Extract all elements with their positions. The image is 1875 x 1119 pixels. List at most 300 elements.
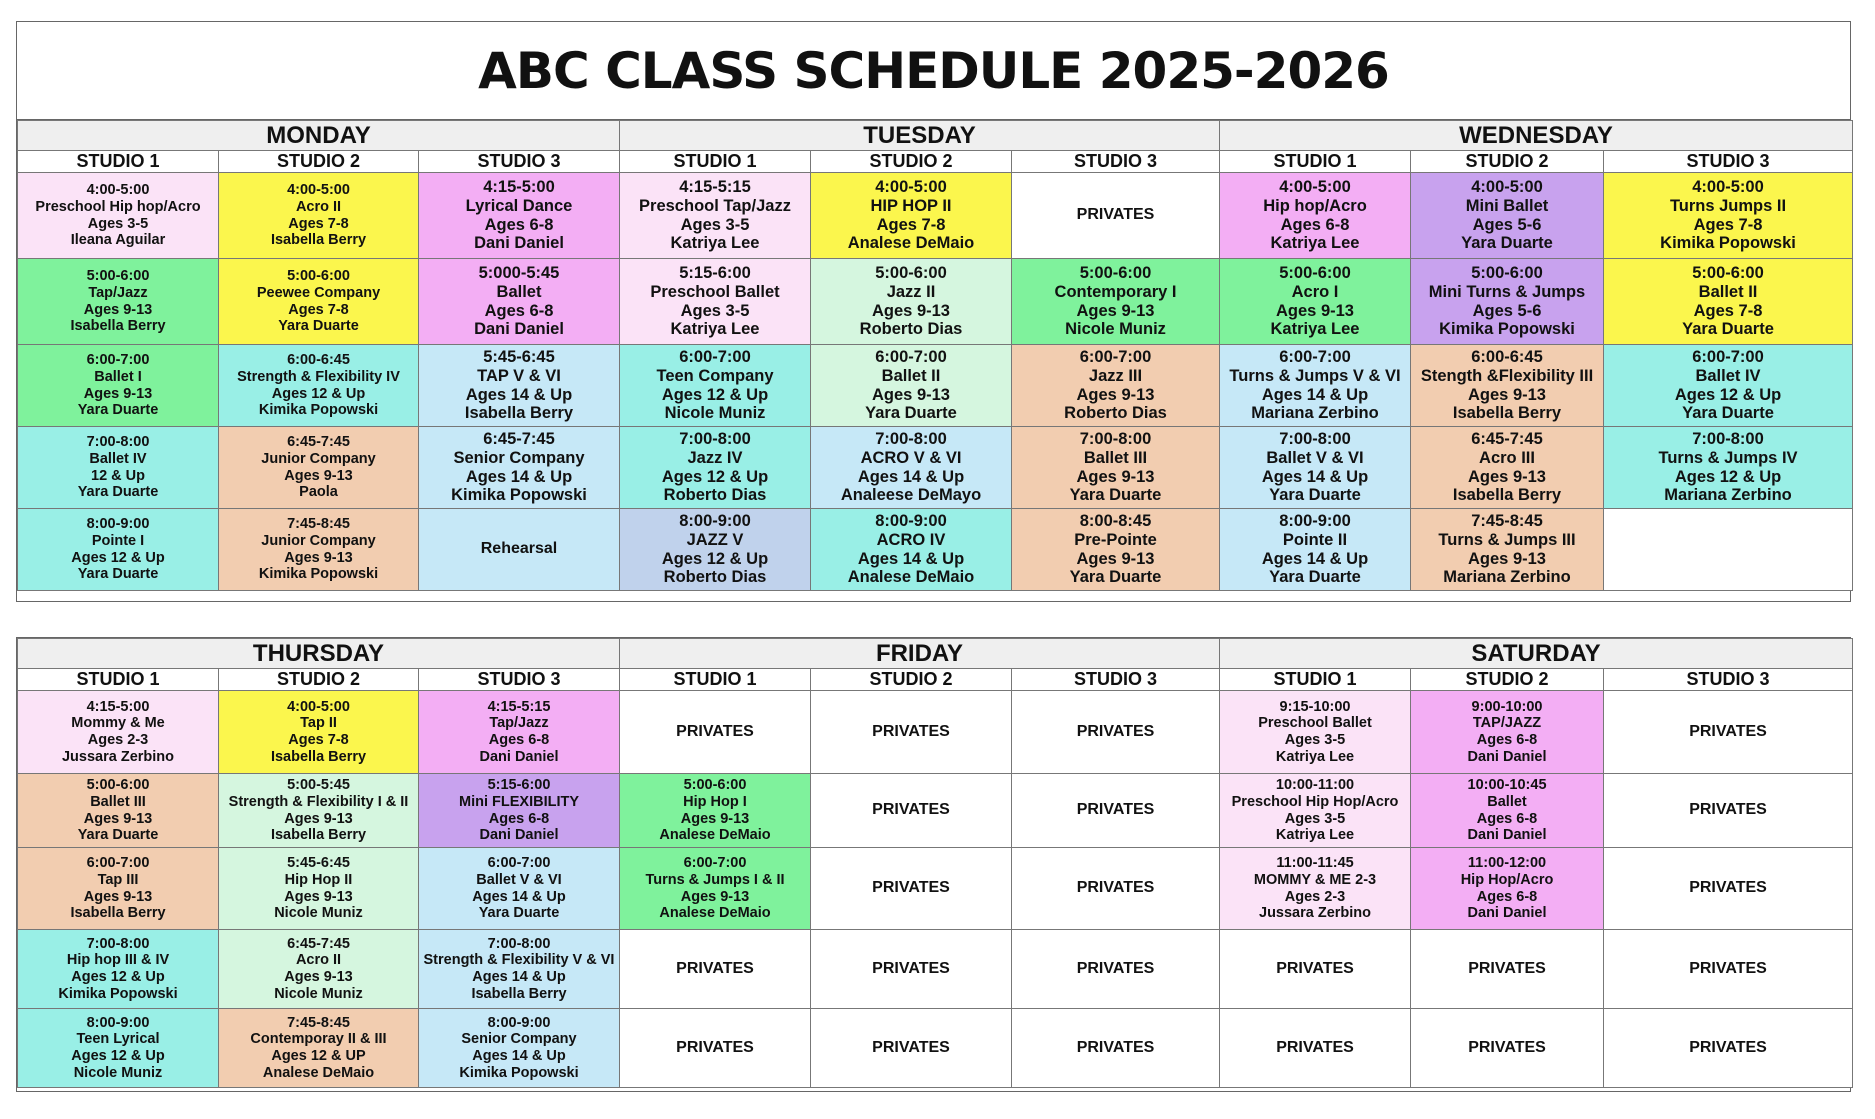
class-time: 6:00-7:00 [1279,347,1351,366]
schedule-cell-privates [1012,173,1220,259]
class-instructor: Yara Duarte [1069,568,1162,587]
class-ages: Ages 14 & Up [1261,467,1369,486]
class-ages: Ages 9-13 [284,467,353,484]
schedule-cell-privates [620,1009,811,1088]
class-instructor: Nicole Muniz [274,985,363,1002]
class-instructor: Kimika Popowski [451,486,587,505]
class-time: 5:00-6:00 [287,268,350,285]
schedule-cell-privates [620,691,811,774]
schedule-cell-privates [811,691,1012,774]
class-name: Acro III [1479,448,1535,467]
class-cell [620,509,811,591]
class-ages: Ages 9-13 [1468,385,1546,404]
class-ages: Ages 9-13 [83,385,153,402]
class-instructor: Kimika Popowski [258,566,379,583]
class-cell [811,345,1012,427]
class-instructor: Kimika Popowski [1439,320,1575,339]
class-cell [419,427,620,509]
studio-header: STUDIO 2 [811,151,1012,173]
class-ages: Ages 9-13 [872,301,950,320]
class-name: Junior Company [261,532,376,549]
studio-header: STUDIO 2 [219,669,419,691]
class-ages: Ages 9-13 [1076,385,1155,404]
class-name: TAP/JAZZ [1472,715,1542,732]
class-instructor: Dani Daniel [1467,748,1547,765]
class-instructor: Isabella Berry [270,827,367,844]
schedule-cell-privates [1220,930,1411,1009]
class-time: 4:15-5:15 [487,698,551,715]
class-cell [811,509,1012,591]
class-ages: Ages 14 & Up [1261,549,1369,568]
class-name: Junior Company [261,450,376,467]
class-time: 11:00-11:45 [1276,855,1354,872]
class-ages: Ages 3-5 [680,301,750,320]
class-instructor: Ileana Aguilar [70,232,166,249]
class-time: 4:15-5:00 [483,177,555,196]
class-time: 5:45-6:45 [483,347,555,366]
class-instructor: Dani Daniel [1467,905,1547,922]
class-cell [419,691,620,774]
class-time: 4:00-5:00 [875,177,947,196]
class-name: Hip Hop II [284,871,353,888]
class-instructor: Yara Duarte [1682,404,1774,423]
class-name: Turns & Jumps III [1438,530,1576,549]
class-time: PRIVATES [1689,722,1767,740]
class-ages: Ages 9-13 [872,385,950,404]
class-cell [419,345,620,427]
class-ages: Ages 12 & Up [1674,467,1782,486]
class-ages: Ages 9-13 [1276,301,1354,320]
class-ages: Ages 12 & Up [661,549,769,568]
schedule-cell-privates [1012,691,1220,774]
schedule-cell-privates [419,509,620,591]
class-ages: Ages 6-8 [488,810,550,827]
class-time: 8:00-9:00 [1279,511,1351,530]
class-ages: Ages 12 & Up [71,549,165,566]
class-ages: Ages 6-8 [1476,732,1538,748]
class-instructor: Nicole Muniz [664,404,766,423]
class-name: Hip Hop I [683,793,747,810]
class-name: Teen Lyrical [76,1031,160,1048]
class-ages: Ages 9-13 [1076,467,1155,486]
class-instructor: Yara Duarte [478,905,560,922]
class-cell [1220,848,1411,930]
class-name: Preschool Ballet [1258,715,1372,732]
studio-header: STUDIO 1 [18,151,219,173]
class-instructor: Isabella Berry [471,985,567,1002]
schedule-row [18,691,1853,774]
class-time: 5:00-6:00 [875,263,947,282]
class-ages: Ages 9-13 [284,549,353,566]
class-cell [219,259,419,345]
class-ages: Ages 14 & Up [1261,385,1369,404]
class-time: PRIVATES [1689,1038,1767,1056]
class-name: Pointe I [91,532,145,549]
schedule-cell-privates [1012,930,1220,1009]
class-instructor: Yara Duarte [1069,486,1162,505]
class-cell [1411,509,1604,591]
class-ages: Ages 9-13 [284,888,353,905]
class-time: 7:45-8:45 [287,516,350,533]
class-cell [18,509,219,591]
class-cell [811,259,1012,345]
class-ages: 12 & Up [91,467,145,484]
class-time: 5:00-6:00 [1471,263,1543,282]
class-time: 5:00-5:45 [287,777,350,794]
class-cell [1220,345,1411,427]
class-cell [219,691,419,774]
class-name: Pre-Pointe [1074,530,1157,549]
class-ages: Ages 9-13 [284,810,353,827]
class-name: Ballet II [881,366,941,385]
studio-header: STUDIO 3 [1012,669,1220,691]
class-name: Tap/Jazz [88,284,148,301]
class-time: 5:45-6:45 [287,855,350,872]
class-ages: Ages 12 & Up [1674,385,1782,404]
class-cell [18,345,219,427]
class-time: 7:45-8:45 [1471,511,1543,530]
class-instructor: Jussara Zerbino [1259,905,1372,922]
class-time: 5:00-6:00 [86,268,150,285]
class-cell [1411,848,1604,930]
schedule-row [18,509,1853,591]
class-ages: Ages 6-8 [484,301,554,320]
class-instructor: Katriya Lee [1275,827,1355,844]
class-instructor: Jussara Zerbino [61,748,174,765]
studio-header: STUDIO 2 [811,669,1012,691]
class-time: 8:00-9:00 [679,511,751,530]
class-cell [419,1009,620,1088]
class-ages: Ages 9-13 [1468,549,1546,568]
studio-header: STUDIO 1 [620,669,811,691]
class-cell [620,259,811,345]
class-time: 9:00-10:00 [1471,698,1543,715]
class-time: 7:00-8:00 [86,935,150,952]
class-instructor: Yara Duarte [77,484,159,501]
schedule-row [18,427,1853,509]
class-name: Strength & Flexibility IV [237,368,400,385]
class-name: Hip hop/Acro [1263,196,1367,215]
class-ages: Ages 9-13 [1468,467,1546,486]
class-cell [419,173,620,259]
class-time: PRIVATES [872,1038,950,1056]
class-time: PRIVATES [872,879,950,897]
class-time: PRIVATES [1689,959,1767,977]
class-time: 5:00-6:00 [86,777,150,794]
schedule-row [18,848,1853,930]
class-cell [620,774,811,848]
schedule-cell-privates [1012,1009,1220,1088]
class-instructor: Isabella Berry [464,404,574,423]
class-time: PRIVATES [872,959,950,977]
class-instructor: Kimika Popowski [1660,234,1796,253]
class-time: PRIVATES [1468,959,1546,977]
class-time: PRIVATES [676,1038,754,1056]
class-cell [419,930,620,1009]
class-cell [219,1009,419,1088]
schedule-table-mon-wed [17,120,1853,591]
class-instructor: Analese DeMaio [262,1064,375,1081]
class-time: 8:00-8:45 [1079,511,1152,530]
class-name: Ballet IV [1695,366,1761,385]
class-name: Strength & Flexibility I & II [228,793,409,810]
class-ages: Ages 14 & Up [472,888,566,905]
studio-header: STUDIO 2 [219,151,419,173]
class-instructor: Dani Daniel [1467,827,1547,844]
class-cell [1012,509,1220,591]
class-time: 7:00-8:00 [86,434,150,451]
class-name: Contemporay II & III [250,1031,387,1048]
class-cell [219,345,419,427]
class-time: 8:00-9:00 [875,511,947,530]
class-time: 10:00-11:00 [1275,777,1355,794]
class-instructor: Yara Duarte [865,404,957,423]
day-header-saturday: SATURDAY [1220,639,1853,669]
class-time: 5:000-5:45 [478,263,560,282]
class-cell [18,691,219,774]
schedule-row [18,930,1853,1009]
class-ages: Ages 3-5 [87,215,149,232]
class-name: Ballet III [1083,448,1148,467]
class-instructor: Yara Duarte [77,566,159,583]
studio-header: STUDIO 3 [1012,151,1220,173]
class-name: Jazz IV [687,448,743,467]
class-name: Tap/Jazz [489,715,549,732]
day-header-wednesday: WEDNESDAY [1220,121,1853,151]
class-cell [219,427,419,509]
class-instructor: Yara Duarte [77,402,159,419]
class-name: Peewee Company [256,284,381,301]
schedule-row [18,1009,1853,1088]
class-time: 5:00-6:00 [1692,263,1764,282]
class-ages: Ages 3-5 [1284,732,1346,748]
class-name: Preschool Hip Hop/Acro [1231,793,1399,810]
schedule-cell-privates [811,848,1012,930]
class-name: Lyrical Dance [465,196,573,215]
class-instructor: Nicole Muniz [274,905,363,922]
class-cell [620,173,811,259]
empty-cell [1604,509,1853,591]
class-cell [620,427,811,509]
schedule-cell-privates [1604,930,1853,1009]
class-cell [620,345,811,427]
class-instructor: Katriya Lee [1275,748,1355,765]
class-cell [419,848,620,930]
class-ages: Ages 9-13 [284,969,353,985]
class-cell [811,427,1012,509]
class-ages: Ages 12 & Up [71,969,165,985]
studio-header: STUDIO 3 [419,669,620,691]
class-cell [1604,427,1853,509]
class-name: Preschool Tap/Jazz [639,196,791,215]
class-instructor: Isabella Berry [270,748,367,765]
class-instructor: Yara Duarte [278,318,359,335]
class-cell [1411,774,1604,848]
class-ages: Ages 5-6 [1472,215,1542,234]
class-name: Hip Hop/Acro [1460,871,1554,888]
class-instructor: Analese DeMaio [659,827,771,844]
class-name: Stength &Flexibility III [1420,366,1594,385]
class-name: Contemporary I [1054,282,1177,301]
class-name: Turns & Jumps IV [1658,448,1798,467]
class-instructor: Dani Daniel [479,748,559,765]
class-instructor: Roberto Dias [1064,404,1167,423]
class-name: Jazz II [886,282,936,301]
class-ages: Ages 7-8 [288,301,349,318]
schedule-cell-privates [1220,1009,1411,1088]
class-cell [1220,259,1411,345]
class-time: 7:00-8:00 [487,935,551,952]
class-instructor: Isabella Berry [70,905,166,922]
class-ages: Ages 12 & Up [271,385,366,402]
class-ages: Ages 9-13 [1076,549,1155,568]
class-name: HIP HOP II [870,196,952,215]
class-time: 4:00-5:00 [287,698,350,715]
class-time: 9:15-10:00 [1279,698,1351,715]
class-time: 6:00-7:00 [679,347,751,366]
class-instructor: Katriya Lee [670,234,760,253]
class-cell [18,774,219,848]
studio-header: STUDIO 2 [1411,669,1604,691]
class-time: PRIVATES [1689,879,1767,897]
class-cell [811,173,1012,259]
studio-header: STUDIO 1 [620,151,811,173]
schedule-cell-privates [811,1009,1012,1088]
class-cell [18,930,219,1009]
schedule-cell-privates [1604,848,1853,930]
class-instructor: Roberto Dias [663,486,767,505]
class-time: 7:00-8:00 [1279,429,1351,448]
class-ages: Ages 6-8 [1280,215,1350,234]
class-name: Ballet V & VI [476,871,562,888]
class-name: Ballet IV [89,450,147,467]
studio-header: STUDIO 3 [419,151,620,173]
class-name: Ballet II [1698,282,1758,301]
class-cell [419,259,620,345]
class-instructor: Yara Duarte [1682,320,1774,339]
schedule-top-block [16,21,1851,602]
page-title: ABC CLASS SCHEDULE 2025-2026 [17,22,1850,120]
class-time: 4:00-5:00 [1279,177,1351,196]
class-time: 4:00-5:00 [1471,177,1543,196]
class-cell [1604,345,1853,427]
studio-header: STUDIO 1 [1220,151,1411,173]
schedule-table-thu-sat [17,638,1853,1088]
class-cell [18,1009,219,1088]
class-instructor: Nicole Muniz [73,1064,163,1081]
class-time: 6:00-6:45 [1471,347,1543,366]
class-time: PRIVATES [1276,959,1354,977]
class-cell [219,509,419,591]
class-time: 7:00-8:00 [875,429,947,448]
class-time: 10:00-10:45 [1467,777,1547,794]
schedule-cell-privates [1411,930,1604,1009]
class-ages: Ages 12 & Up [661,467,769,486]
class-time: 7:00-8:00 [1692,429,1764,448]
schedule-cell-privates [811,774,1012,848]
class-time: 4:00-5:00 [287,182,350,199]
class-name: Mini Ballet [1465,196,1549,215]
class-name: Preschool Ballet [650,282,780,301]
class-instructor: Katriya Lee [1270,320,1360,339]
class-name: Turns Jumps II [1669,196,1787,215]
class-time: PRIVATES [1076,1038,1155,1056]
class-name: Senior Company [461,1031,577,1048]
class-ages: Ages 6-8 [484,215,554,234]
schedule-cell-privates [811,930,1012,1009]
class-cell [1411,691,1604,774]
class-instructor: Analese DeMaio [847,234,975,253]
class-cell [1012,427,1220,509]
schedule-row [18,173,1853,259]
class-time: 6:45-7:45 [287,434,350,451]
class-time: 6:45-7:45 [483,429,555,448]
class-time: 6:00-7:00 [86,352,150,369]
class-time: PRIVATES [1689,801,1767,819]
class-instructor: Yara Duarte [1269,486,1361,505]
class-name: Preschool Hip hop/Acro [35,198,201,215]
class-ages: Ages 12 & UP [271,1048,366,1064]
class-time: 6:00-7:00 [875,347,947,366]
class-time: 6:00-7:00 [86,855,150,872]
class-name: Acro I [1291,282,1339,301]
class-instructor: Analese DeMaio [847,568,975,587]
class-ages: Ages 5-6 [1472,301,1542,320]
class-ages: Ages 2-3 [87,732,149,748]
schedule-cell-privates [1012,848,1220,930]
class-name: ACRO IV [876,530,946,549]
class-instructor: Yara Duarte [1461,234,1553,253]
class-ages: Ages 14 & Up [472,1048,566,1064]
class-name: Ballet V & VI [1266,448,1364,467]
class-cell [1220,173,1411,259]
class-time: PRIVATES [1468,1038,1546,1056]
class-time: 6:00-7:00 [487,855,551,872]
class-instructor: Analese DeMaio [659,905,771,922]
day-header-thursday: THURSDAY [18,639,620,669]
class-time: PRIVATES [1076,959,1155,977]
class-time: 4:15-5:15 [679,177,751,196]
class-ages: Ages 6-8 [488,732,550,748]
schedule-row [18,259,1853,345]
class-instructor: Dani Daniel [479,827,559,844]
studio-header: STUDIO 1 [1220,669,1411,691]
class-time: 5:00-6:00 [1079,263,1152,282]
class-cell [1411,345,1604,427]
class-time: 6:00-6:45 [287,352,350,369]
class-time: 7:00-8:00 [1079,429,1152,448]
class-name: Turns & Jumps I & II [645,871,785,888]
class-time: 6:45-7:45 [1471,429,1543,448]
class-ages: Ages 9-13 [83,810,153,827]
class-instructor: Yara Duarte [77,827,159,844]
class-ages: Ages 9-13 [1076,301,1155,320]
class-name: Jazz III [1088,366,1143,385]
class-name: Hip hop III & IV [66,952,170,969]
class-time: 8:00-9:00 [86,516,150,533]
class-cell [219,848,419,930]
class-cell [219,173,419,259]
class-cell [1220,509,1411,591]
class-name: Ballet III [90,793,146,810]
class-cell [1220,774,1411,848]
class-cell [1411,173,1604,259]
class-cell [1411,259,1604,345]
class-name: Ballet [1487,793,1527,810]
class-instructor: Paola [299,484,338,501]
class-time: 6:00-7:00 [1079,347,1152,366]
class-ages: Ages 7-8 [1693,301,1763,320]
